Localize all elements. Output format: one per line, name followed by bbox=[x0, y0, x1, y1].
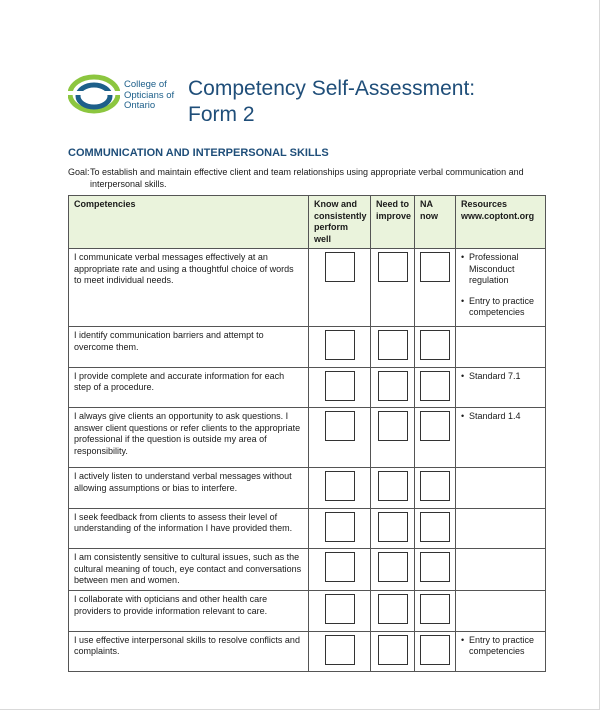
know-cell bbox=[309, 468, 371, 509]
need-cell bbox=[371, 591, 415, 632]
need-checkbox[interactable] bbox=[378, 371, 408, 401]
na-checkbox[interactable] bbox=[420, 330, 450, 360]
resources-cell bbox=[456, 549, 546, 591]
table-row bbox=[69, 468, 546, 509]
header-competencies: Competencies bbox=[69, 196, 309, 249]
know-checkbox[interactable] bbox=[325, 471, 355, 501]
need-checkbox[interactable] bbox=[378, 411, 408, 441]
college-logo-icon bbox=[68, 74, 120, 114]
na-cell bbox=[415, 549, 456, 591]
resources-list bbox=[461, 411, 540, 423]
na-cell bbox=[415, 468, 456, 509]
na-cell bbox=[415, 631, 456, 672]
header-know: Know and consistently perform well bbox=[309, 196, 371, 249]
na-checkbox[interactable] bbox=[420, 411, 450, 441]
na-checkbox[interactable] bbox=[420, 252, 450, 282]
na-cell bbox=[415, 508, 456, 549]
header-na: NA now bbox=[415, 196, 456, 249]
know-cell bbox=[309, 631, 371, 672]
competency-text: I seek feedback from clients to assess their level of understanding of the information I have provided them. bbox=[69, 508, 309, 549]
resources-cell bbox=[456, 249, 546, 327]
na-checkbox[interactable] bbox=[420, 594, 450, 624]
table-row bbox=[69, 367, 546, 408]
need-checkbox[interactable] bbox=[378, 330, 408, 360]
resources-cell bbox=[456, 591, 546, 632]
header-resources: Resources www.coptont.org bbox=[456, 196, 546, 249]
know-checkbox[interactable] bbox=[325, 512, 355, 542]
competency-text: I use effective interpersonal skills to resolve conflicts and complaints. bbox=[69, 631, 309, 672]
resources-cell bbox=[456, 631, 546, 672]
resources-cell bbox=[456, 367, 546, 408]
resources-cell bbox=[456, 327, 546, 368]
know-checkbox[interactable] bbox=[325, 371, 355, 401]
goal-statement bbox=[68, 166, 538, 190]
na-checkbox[interactable] bbox=[420, 635, 450, 665]
table-row bbox=[69, 408, 546, 468]
need-cell bbox=[371, 508, 415, 549]
resource-item: • Standard 1.4 bbox=[461, 411, 540, 423]
table-row bbox=[69, 591, 546, 632]
need-checkbox[interactable] bbox=[378, 471, 408, 501]
na-cell bbox=[415, 408, 456, 468]
know-checkbox[interactable] bbox=[325, 252, 355, 282]
know-cell bbox=[309, 508, 371, 549]
resource-item: • Entry to practice competencies bbox=[461, 635, 540, 658]
need-cell bbox=[371, 468, 415, 509]
section-heading: COMMUNICATION AND INTERPERSONAL SKILLS bbox=[68, 147, 329, 159]
table-row bbox=[69, 508, 546, 549]
need-checkbox[interactable] bbox=[378, 635, 408, 665]
competency-text: I actively listen to understand verbal messages without allowing assumptions or bias to interfere. bbox=[69, 468, 309, 509]
know-cell bbox=[309, 408, 371, 468]
competency-text: I communicate verbal messages effectively at an appropriate rate and using a thoughtful choice of words to meet individual needs. bbox=[69, 249, 309, 327]
competency-text: I collaborate with opticians and other health care providers to provide information relevant to care. bbox=[69, 591, 309, 632]
na-cell bbox=[415, 591, 456, 632]
know-checkbox[interactable] bbox=[325, 635, 355, 665]
know-checkbox[interactable] bbox=[325, 552, 355, 582]
know-cell bbox=[309, 327, 371, 368]
know-cell bbox=[309, 249, 371, 327]
table-header-row bbox=[69, 196, 546, 249]
know-cell bbox=[309, 367, 371, 408]
page-title: Competency Self-Assessment: Form 2 bbox=[188, 77, 476, 126]
need-cell bbox=[371, 327, 415, 368]
know-checkbox[interactable] bbox=[325, 594, 355, 624]
goal-label: Goal: bbox=[68, 167, 90, 177]
na-checkbox[interactable] bbox=[420, 512, 450, 542]
header-need: Need to improve bbox=[371, 196, 415, 249]
resource-item: • Entry to practice competencies bbox=[461, 296, 540, 319]
know-cell bbox=[309, 591, 371, 632]
resources-cell bbox=[456, 508, 546, 549]
need-checkbox[interactable] bbox=[378, 512, 408, 542]
need-cell bbox=[371, 249, 415, 327]
table-row bbox=[69, 549, 546, 591]
na-checkbox[interactable] bbox=[420, 471, 450, 501]
know-checkbox[interactable] bbox=[325, 330, 355, 360]
resource-item: • Professional Misconduct regulation bbox=[461, 252, 540, 287]
resource-item: • Standard 7.1 bbox=[461, 371, 540, 383]
need-checkbox[interactable] bbox=[378, 252, 408, 282]
competency-text: I provide complete and accurate information for each step of a procedure. bbox=[69, 367, 309, 408]
resources-list bbox=[461, 635, 540, 658]
competency-text: I identify communication barriers and attempt to overcome them. bbox=[69, 327, 309, 368]
need-cell bbox=[371, 631, 415, 672]
resources-list bbox=[461, 252, 540, 319]
table-row bbox=[69, 249, 546, 327]
resources-cell bbox=[456, 468, 546, 509]
na-checkbox[interactable] bbox=[420, 552, 450, 582]
competency-text: I always give clients an opportunity to ask questions. I answer client questions or refer clients to the appropriate professional if the question is outside my area of responsibility. bbox=[69, 408, 309, 468]
need-cell bbox=[371, 408, 415, 468]
goal-text: To establish and maintain effective client and team relationships using appropriate verbal communication and interpersonal skills. bbox=[90, 167, 524, 189]
need-checkbox[interactable] bbox=[378, 594, 408, 624]
na-cell bbox=[415, 367, 456, 408]
competency-table bbox=[68, 195, 546, 672]
resources-cell bbox=[456, 408, 546, 468]
know-checkbox[interactable] bbox=[325, 411, 355, 441]
need-cell bbox=[371, 549, 415, 591]
need-cell bbox=[371, 367, 415, 408]
logo-text: College of Opticians of Ontario bbox=[124, 79, 175, 111]
competency-text: I am consistently sensitive to cultural issues, such as the cultural meaning of touch, eye contact and conversations between men and women. bbox=[69, 549, 309, 591]
na-cell bbox=[415, 327, 456, 368]
resources-list bbox=[461, 371, 540, 383]
table-row bbox=[69, 631, 546, 672]
need-checkbox[interactable] bbox=[378, 552, 408, 582]
na-cell bbox=[415, 249, 456, 327]
know-cell bbox=[309, 549, 371, 591]
na-checkbox[interactable] bbox=[420, 371, 450, 401]
table-row bbox=[69, 327, 546, 368]
